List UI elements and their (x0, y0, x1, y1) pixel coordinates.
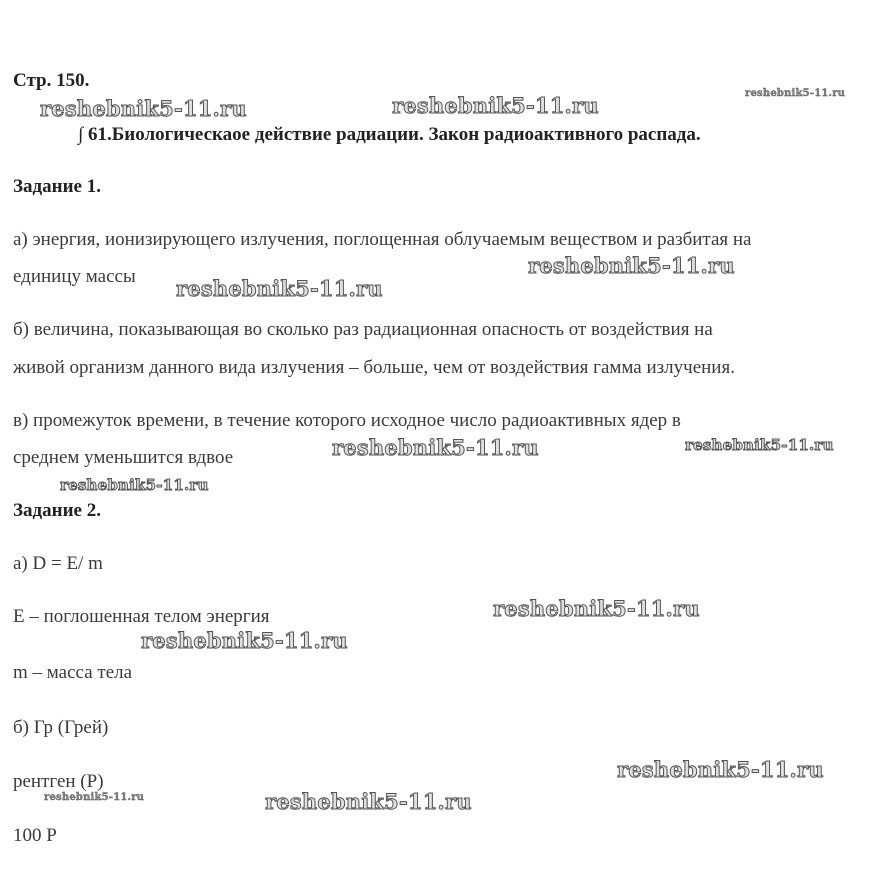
watermark: reshebnik5-11.ru (493, 596, 700, 621)
watermark: reshebnik5-11.ru (44, 792, 145, 803)
watermark: reshebnik5-11.ru (40, 96, 247, 121)
watermark: reshebnik5-11.ru (60, 476, 209, 494)
task1-a-line1: а) энергия, ионизирующего излучения, поглощенная облучаемым веществом и разбитая на (13, 229, 752, 250)
task2-unit-gray: б) Гр (Грей) (13, 717, 109, 738)
watermark: reshebnik5-11.ru (528, 253, 735, 278)
task1-a-line2: единицу массы (13, 266, 136, 287)
watermark: reshebnik5-11.ru (141, 628, 348, 653)
watermark: reshebnik5-11.ru (745, 88, 846, 99)
section-title: ∫ 61.Биологическаое действие радиации. Закон радиоактивного распада. (78, 124, 701, 145)
page-reference: Стр. 150. (13, 70, 90, 91)
watermark: reshebnik5-11.ru (265, 789, 472, 814)
task2-mass-definition: m – масса тела (13, 662, 133, 683)
task2-heading: Задание 2. (13, 500, 101, 521)
task1-b-line2: живой организм данного вида излучения – больше, чем от воздействия гамма излучения. (13, 357, 735, 378)
watermark: reshebnik5-11.ru (392, 93, 599, 118)
task2-roentgen: рентген (Р) (13, 771, 104, 792)
task2-formula: а) D = E/ m (13, 553, 103, 574)
task2-energy-definition: E – поглошенная телом энергия (13, 606, 270, 627)
task1-b-line1: б) величина, показывающая во сколько раз радиационная опасность от воздействия на (13, 319, 713, 340)
task1-heading: Задание 1. (13, 176, 101, 197)
task1-c-line2: среднем уменьшится вдвое (13, 447, 234, 468)
task1-c-line1: в) промежуток времени, в течение которого исходное число радиоактивных ядер в (13, 410, 681, 431)
watermark: reshebnik5-11.ru (617, 757, 824, 782)
watermark: reshebnik5-11.ru (685, 436, 834, 454)
task2-value: 100 Р (13, 825, 57, 846)
watermark: reshebnik5-11.ru (176, 276, 383, 301)
watermark: reshebnik5-11.ru (332, 435, 539, 460)
